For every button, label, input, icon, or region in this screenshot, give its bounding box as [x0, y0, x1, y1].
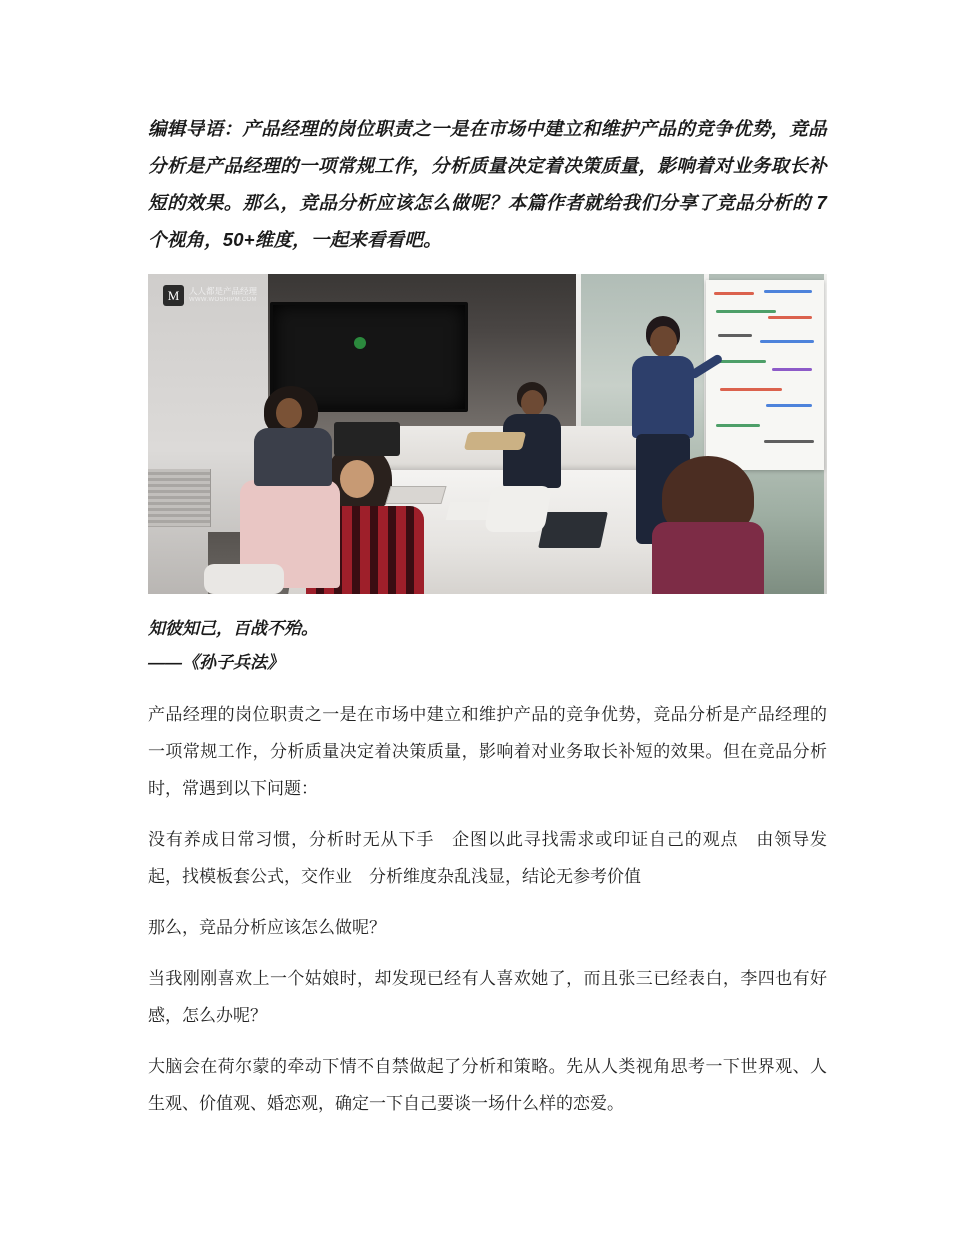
lead-paragraph: 编辑导语：产品经理的岗位职责之一是在市场中建立和维护产品的竞争优势，竞品分析是产品经理的一项常规工作，分析质量决定着决策质量，影响着对业务取长补短的效果。那么，竞品分析应该怎么做呢？本篇作者就给我们分享了竞品分析的 7 个视角，50+维度，一起来看看吧。	[148, 118, 827, 250]
photo-mullion	[824, 274, 827, 594]
paragraph-2: 没有养成日常习惯，分析时无从下手 企图以此寻找需求或印证自己的观点 由领导发起，找模板套公式，交作业 分析维度杂乱浅显，结论无参考价值	[148, 830, 827, 886]
quote-attribution: ——《孙子兵法》	[148, 653, 284, 672]
watermark	[158, 282, 262, 309]
photo-camera-gear	[334, 422, 400, 456]
paragraph-4: 当我刚刚喜欢上一个姑娘时，却发现已经有人喜欢她了，而且张三已经表白，李四也有好感，怎么办呢？	[148, 969, 827, 1025]
watermark-logo-icon: M	[163, 285, 184, 306]
photo-person-foreground-right	[648, 456, 768, 594]
paragraph-3: 那么，竞品分析应该怎么做呢？	[148, 918, 386, 937]
photo-vent	[148, 469, 211, 527]
paragraph-5: 大脑会在荷尔蒙的牵动下情不自禁做起了分析和策略。先从人类视角思考一下世界观、人生观、价值观、婚恋观，确定一下自己要谈一场什么样的恋爱。	[148, 1057, 827, 1113]
photo-chair	[204, 564, 284, 594]
paragraph-1: 产品经理的岗位职责之一是在市场中建立和维护产品的竞争优势，竞品分析是产品经理的一项常规工作，分析质量决定着决策质量，影响着对业务取长补短的效果。但在竞品分析时，常遇到以下问题：	[148, 705, 827, 798]
photo-whiteboard	[706, 280, 824, 470]
photo-chair	[484, 486, 552, 532]
photo-laptop	[538, 512, 608, 548]
photo-tablet	[385, 486, 446, 504]
photo-person-backleft	[248, 386, 336, 482]
watermark-title: 人人都是产品经理	[189, 286, 258, 297]
article-figure	[148, 274, 827, 594]
photo-tv-indicator	[354, 337, 366, 349]
watermark-url: WWW.WOSHIPM.COM	[189, 296, 257, 303]
meeting-photo	[148, 274, 827, 594]
quote-line: 知彼知己，百战不殆。	[148, 619, 318, 638]
photo-snacks	[464, 432, 526, 450]
